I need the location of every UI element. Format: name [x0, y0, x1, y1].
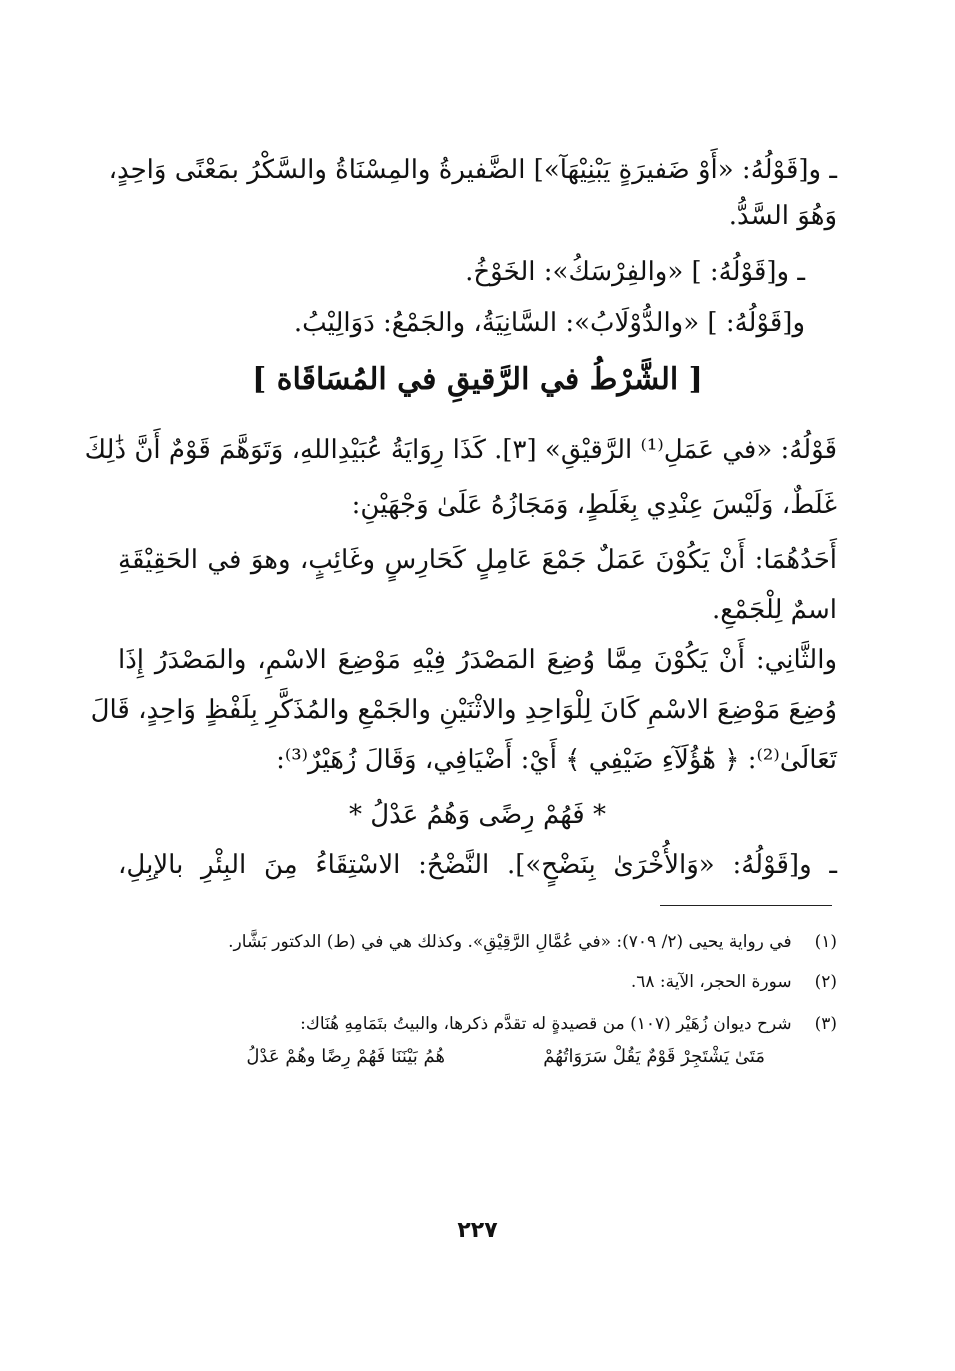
footnote-number: (١)	[814, 932, 837, 952]
footnote-text: شرح ديوان زُهَيْر (١٠٧) من قصيدةٍ له تقدَّم ذكرها، والبيتُ بتَمَامِهِ هُنَاك:	[300, 1014, 792, 1034]
footnote-text: سورة الحجر، الآية: ٦٨.	[630, 972, 792, 992]
text-line-4: و[قَوْلُهُ: ] «والدُّوْلَابُ»: السَّانِيَةُ، والجَمْعُ: دَوَالِيْبُ.	[293, 308, 805, 338]
section-heading: [ الشَّرْطُ في الرَّقيقِ في المُسَاقَاة ]	[252, 362, 703, 397]
text-line-3: ـ و[قَوْلُهُ: ] «والفِرْسَكُ»: الخَوْخُ.	[465, 257, 805, 287]
text-line-13: ـ و[قَوْلُهُ: «وَالأُخْرَىٰ بِنَضْحٍ»]. النَّضْحُ: الاسْتِقَاءُ مِنَ البِئْرِ بالإبِلِ،	[118, 850, 837, 880]
text-line-6: غَلَطٌ، وَلَيْسَ عِنْدِي بِغَلَطٍ، وَمَجَازُهُ عَلَىٰ وَجْهَيْنِ:	[351, 490, 837, 520]
page-number: ٢٢٧	[457, 1218, 498, 1243]
text-line-8: اسمٌ لِلْجَمْعِ.	[711, 595, 837, 625]
footnote-1	[150, 928, 837, 956]
verse-second-hemistich: هُمُ بَيْنَنَا فَهُمْ رِضًا وهُمْ عَدْلُ	[246, 1046, 445, 1067]
footnote-2	[150, 968, 837, 996]
text-line-1: ـ و[قَوْلُهُ: «أَوْ ضَفيرَةٍ يَبْنِيْهَآ»] الضَّفيرةُ والمِسْنَاةُ والسَّكْرُ بمَعْنًى وَاحِدٍ،	[108, 155, 837, 185]
text-line-11: تَعَالَىٰ⁽²⁾: ﴿ هَٰٓؤُلَآءِ ضَيْفِي ﴾ أَيْ: أَضْيَافِي، وَقَالَ زُهَيْرٌ⁽³⁾:	[276, 745, 837, 775]
footnote-text: في رواية يحيى (٢/ ٧٠٩): «في عُمَّالِ الرَّقِيْقِ». وكذلك هي في (ط) الدكتور بَشَّار.	[228, 932, 792, 952]
text-line-2: وَهُوَ السَّدُّ.	[728, 201, 837, 231]
text-line-5: قَوْلُهُ: «في عَمَلِ⁽¹⁾ الرَّقيْقِ» [٣]. كَذَا رِوَايَةُ عُبَيْدِاللهِ، وَتَوَهَّمَ قَوْمٌ أَنَّ ذَٰلِكَ	[84, 435, 837, 465]
text-line-10: وُضِعَ مَوْضِعَ الاسْمِ كَانَ لِلْوَاحِدِ والاثْنَيْنِ والجَمْعِ والمُذَكَّرِ بِلَفْظٍ وَاحِدٍ، قَالَ	[90, 695, 837, 725]
footnote-number: (٣)	[814, 1014, 837, 1034]
verse-first-hemistich: مَتَىٰ يَشْتَجِرْ قَوْمٌ يَقُلْ سَرَوَاتُهُمْ	[543, 1046, 765, 1067]
footnote-separator	[660, 905, 832, 906]
verse-quote: * فَهُمْ رِضًى وَهُمُ عَدْلُ *	[349, 800, 606, 830]
text-line-9: والثَّانِي: أَنْ يَكُوْنَ مِمَّا وُضِعَ المَصْدَرُ فِيْهِ مَوْضِعَ الاسْمِ، والمَصْدَرُ إِذَا	[118, 645, 837, 675]
text-line-7: أَحَدُهُمَا: أَنْ يَكُوْنَ عَمَلٌ جَمْعَ عَامِلٍ كَحَارِسٍ وغَائِبٍ، وهوَ في الحَقِيْقَةِ	[118, 545, 837, 575]
footnote-number: (٢)	[814, 972, 837, 992]
footnote-3	[150, 1010, 837, 1038]
